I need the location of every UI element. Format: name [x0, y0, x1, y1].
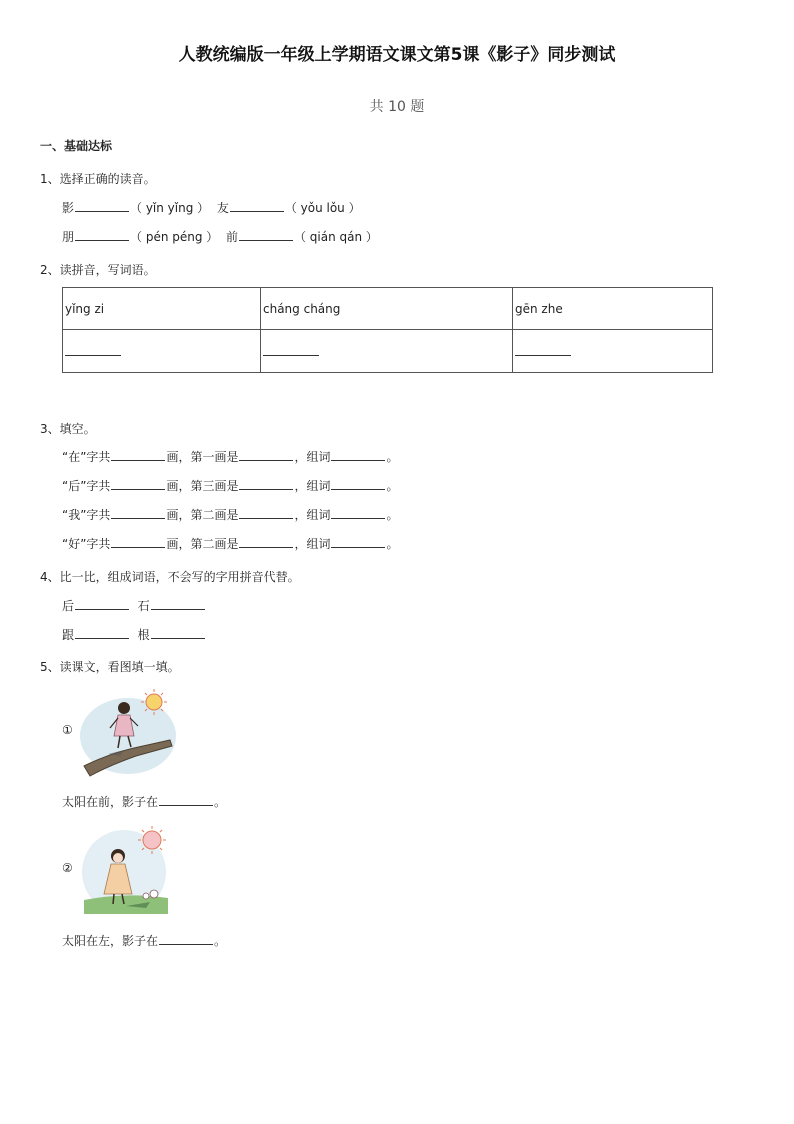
q4-char: 后	[62, 599, 75, 613]
answer-cell[interactable]	[261, 330, 513, 373]
q3-text: ，组词	[294, 450, 331, 464]
sun	[146, 694, 162, 710]
pinyin-cell: yǐng zi	[63, 288, 261, 330]
answer-blank[interactable]	[111, 449, 165, 461]
answer-blank[interactable]	[331, 478, 385, 490]
q3-text: 。	[386, 479, 399, 493]
girl-standing-grass-sun-icon	[80, 822, 172, 920]
q3-text: 画，第三画是	[166, 479, 239, 493]
q5-text: 太阳在左，影子在	[62, 934, 159, 948]
q4-char: 跟	[62, 628, 75, 642]
question-count: 共 10 题	[369, 99, 425, 115]
q2-prompt: 2、读拼音，写词语。	[40, 263, 156, 277]
q3-row-2	[62, 477, 398, 494]
grass	[84, 895, 168, 914]
q4-prompt: 4、比一比，组成词语，不会写的字用拼音代替。	[40, 570, 300, 584]
q3-text: “在”字共	[62, 450, 111, 464]
answer-blank[interactable]	[331, 449, 385, 461]
q5-text: 。	[214, 795, 227, 809]
girl-dress	[114, 715, 134, 736]
q3-text: “好”字共	[62, 537, 111, 551]
answer-blank[interactable]	[515, 343, 571, 356]
answer-blank[interactable]	[331, 536, 385, 548]
q3-text: 画，第一画是	[166, 450, 239, 464]
answer-blank[interactable]	[239, 229, 293, 241]
q1-prompt: 1、选择正确的读音。	[40, 172, 156, 186]
answer-blank[interactable]	[65, 343, 121, 356]
q3-row-1	[62, 448, 398, 465]
q3-text: ，组词	[294, 537, 331, 551]
answer-blank[interactable]	[151, 598, 205, 610]
q1-char: 影	[62, 201, 75, 215]
page-title: 人教统编版一年级上学期语文课文第5课《影子》同步测试	[178, 45, 616, 65]
q3-text: 画，第二画是	[166, 508, 239, 522]
q4-row-1	[62, 597, 206, 614]
answer-blank[interactable]	[111, 478, 165, 490]
q3-text: “后”字共	[62, 479, 111, 493]
answer-blank[interactable]	[111, 536, 165, 548]
q5-text: 。	[214, 934, 227, 948]
q1-row-1	[62, 199, 361, 216]
answer-blank[interactable]	[331, 507, 385, 519]
answer-blank[interactable]	[159, 794, 213, 806]
q3-text: 。	[386, 450, 399, 464]
answer-blank[interactable]	[239, 449, 293, 461]
answer-blank[interactable]	[239, 478, 293, 490]
q3-text: ，组词	[294, 508, 331, 522]
q1-char: 朋	[62, 230, 75, 244]
q1-options: （ qián qán ）	[293, 230, 378, 244]
q5-text: 太阳在前，影子在	[62, 795, 159, 809]
pinyin-table	[62, 287, 713, 373]
q4-char: 石	[137, 599, 150, 613]
answer-blank[interactable]	[75, 627, 129, 639]
pinyin-cell: gēn zhe	[513, 288, 713, 330]
q3-text: “我”字共	[62, 508, 111, 522]
answer-cell[interactable]	[513, 330, 713, 373]
q4-row-2	[62, 626, 206, 643]
girl-walking-on-log-sun-icon	[78, 684, 178, 780]
q4-char: 根	[137, 628, 150, 642]
answer-blank[interactable]	[263, 343, 319, 356]
q5-item-1	[62, 793, 226, 810]
q3-text: 。	[386, 508, 399, 522]
sun	[143, 831, 161, 849]
q5-item-2	[62, 932, 226, 949]
q1-options: （ yǐn yǐng ）	[130, 201, 210, 215]
answer-blank[interactable]	[151, 627, 205, 639]
section-heading: 一、基础达标	[40, 139, 113, 153]
answer-blank[interactable]	[239, 507, 293, 519]
answer-blank[interactable]	[75, 200, 129, 212]
q1-row-2	[62, 228, 378, 245]
q3-text: ，组词	[294, 479, 331, 493]
answer-cell[interactable]	[63, 330, 261, 373]
q3-row-3	[62, 506, 398, 523]
answer-blank[interactable]	[239, 536, 293, 548]
answer-blank[interactable]	[111, 507, 165, 519]
q3-text: 。	[386, 537, 399, 551]
q5-marker: ①	[62, 723, 73, 737]
q1-char: 友	[216, 201, 229, 215]
answer-blank[interactable]	[75, 598, 129, 610]
q3-row-4	[62, 535, 398, 552]
q3-prompt: 3、填空。	[40, 422, 96, 436]
q1-options: （ yǒu lǒu ）	[284, 201, 361, 215]
pinyin-cell: cháng cháng	[261, 288, 513, 330]
q1-options: （ pén péng ）	[130, 230, 219, 244]
answer-blank[interactable]	[75, 229, 129, 241]
q1-char: 前	[225, 230, 238, 244]
answer-blank[interactable]	[230, 200, 284, 212]
q5-marker: ②	[62, 861, 73, 875]
answer-blank[interactable]	[159, 933, 213, 945]
girl-head	[118, 702, 130, 714]
q3-text: 画，第二画是	[166, 537, 239, 551]
q5-prompt: 5、读课文，看图填一填。	[40, 660, 180, 674]
